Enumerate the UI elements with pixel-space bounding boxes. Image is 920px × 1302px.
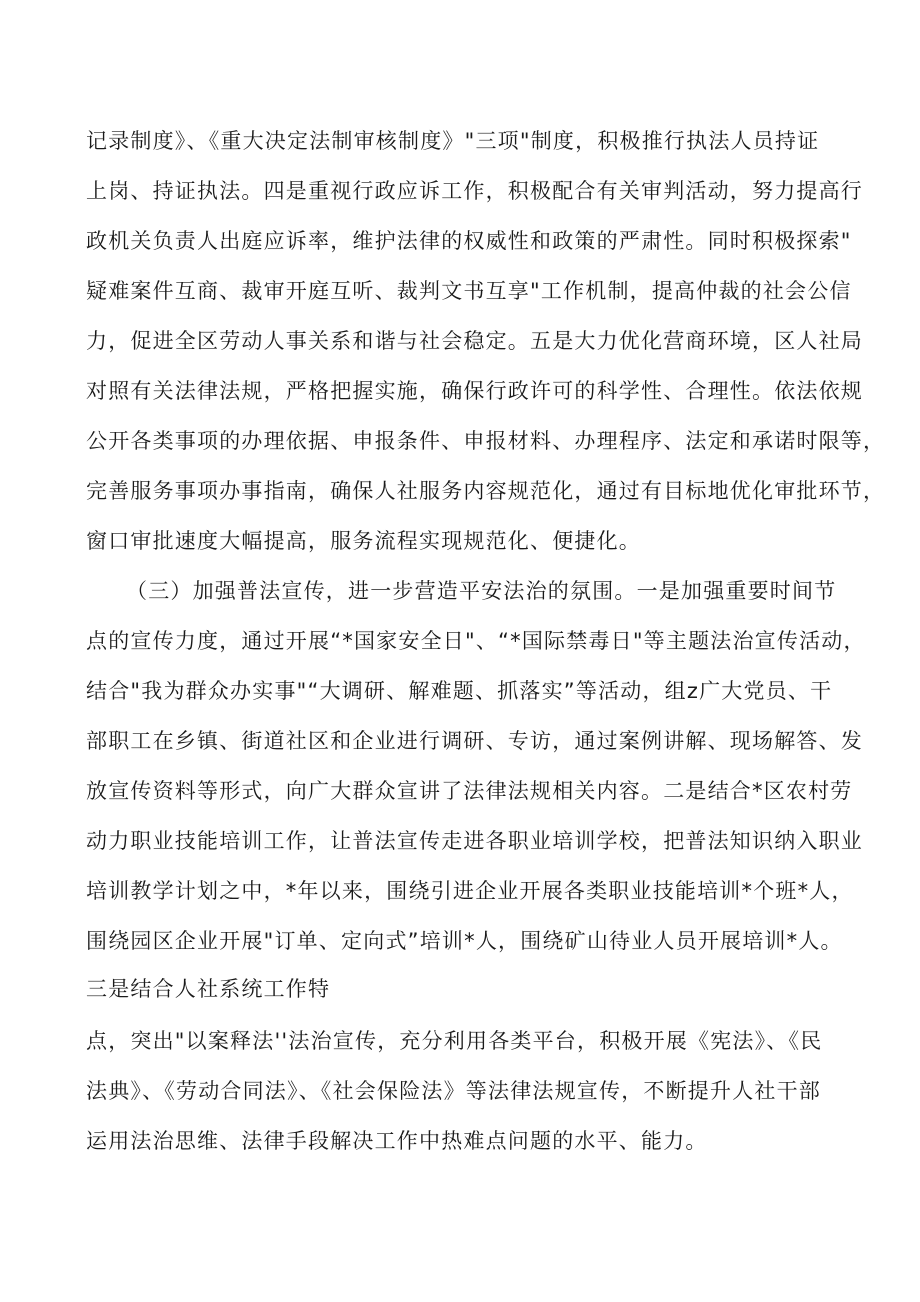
text-line: 窗口审批速度大幅提高，服务流程实现规范化、便捷化。 — [86, 529, 641, 553]
text-line: 完善服务事项办事指南，确保人社服务内容规范化，通过有目标地优化审批环节， — [86, 479, 886, 503]
section-heading-line: （三）加强普法宣传，进一步营造平安法治的氛围。一是加强重要时间节 — [126, 579, 837, 603]
text-line: 公开各类事项的办理依据、申报条件、申报材料、办理程序、法定和承诺时限等， — [86, 429, 886, 453]
text-line: 对照有关法律法规，严格把握实施，确保行政许可的科学性、合理性。依法依规 — [86, 379, 863, 403]
text-line: 力，促进全区劳动人事关系和谐与社会稳定。五是大力优化营商环境，区人社局 — [86, 329, 863, 353]
text-line: 培训教学计划之中，*年以来，围绕引进企业开展各类职业技能培训*个班*人， — [86, 879, 854, 903]
text-line: 点，突出"以案释法''法治宣传，充分利用各类平台，积极开展《宪法》、《民 — [86, 1029, 823, 1053]
text-line: 记录制度》、《重大决定法制审核制度》"三项"制度，积极推行执法人员持证 — [86, 129, 820, 153]
text-line: 点的宣传力度，通过开展“*国家安全日"、“*国际禁毒日"等主题法治宣传活动， — [86, 629, 866, 653]
text-line: 法典》、《劳动合同法》、《社会保险法》等法律法规宣传，不断提升人社干部 — [86, 1079, 821, 1103]
text-line: 疑难案件互商、裁审开庭互听、裁判文书互享"工作机制，提高仲裁的社会公信 — [86, 279, 852, 303]
text-line: 动力职业技能培训工作，让普法宣传走进各职业培训学校，把普法知识纳入职业 — [86, 829, 863, 853]
text-line: 结合"我为群众办实事"“大调研、解难题、抓落实”等活动，组z广大党员、干 — [86, 679, 833, 703]
text-line: 运用法治思维、法律手段解决工作中热难点问题的水平、能力。 — [86, 1129, 708, 1153]
text-line: 三是结合人社系统工作特 — [86, 977, 331, 1001]
text-line: 上岗、持证执法。四是重视行政应诉工作，积极配合有关审判活动，努力提高行 — [86, 179, 863, 203]
text-line: 政机关负责人出庭应诉率，维护法律的权威性和政策的严肃性。同时积极探索" — [86, 229, 852, 253]
text-line: 部职工在乡镇、街道社区和企业进行调研、专访，通过案例讲解、现场解答、发 — [86, 729, 863, 753]
text-line: 围绕园区企业开展"订单、定向式”培训*人，围绕矿山待业人员开展培训*人。 — [86, 929, 843, 953]
text-line: 放宣传资料等形式，向广大群众宣讲了法律法规相关内容。二是结合*区农村劳 — [86, 779, 853, 803]
